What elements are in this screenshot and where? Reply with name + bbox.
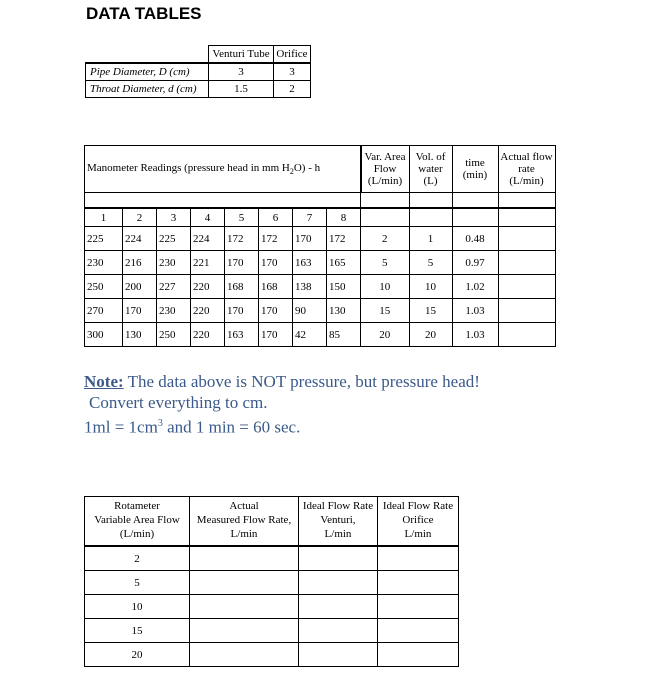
head-reading: 170	[123, 299, 157, 323]
cell-throat-venturi: 1.5	[209, 81, 274, 98]
table-row	[85, 546, 459, 571]
diameter-table-corner	[86, 46, 209, 64]
head-reading: 150	[327, 275, 361, 299]
table-row	[85, 571, 459, 595]
table-row	[85, 619, 459, 643]
head-reading: 168	[259, 275, 293, 299]
actual-flow-cell	[498, 299, 555, 323]
empty-cell	[190, 546, 299, 571]
ideal-orifice-header: Ideal Flow Rate Orifice L/min	[378, 497, 459, 547]
empty-cell	[299, 619, 378, 643]
empty-cell	[378, 643, 459, 667]
header-gap-cell	[452, 193, 498, 209]
table-row	[85, 227, 556, 251]
empty-cell	[378, 571, 459, 595]
table-row	[85, 323, 556, 347]
head-reading: 250	[85, 275, 123, 299]
rotameter-cell: 2	[85, 546, 190, 571]
time-cell: 1.02	[452, 275, 498, 299]
ideal-venturi-header: Ideal Flow Rate Venturi, L/min	[299, 497, 378, 547]
header-gap	[85, 193, 361, 209]
actual-flow-cell	[498, 227, 555, 251]
empty-cell	[190, 571, 299, 595]
head-reading: 138	[293, 275, 327, 299]
cell-pipe-orifice: 3	[274, 63, 311, 81]
head-reading: 220	[191, 323, 225, 347]
manometer-header: Manometer Readings (pressure head in mm $H_2O$) - h	[85, 146, 361, 193]
time-cell: 0.48	[452, 227, 498, 251]
tap-number: 5	[225, 208, 259, 227]
var-area-flow-cell: 10	[361, 275, 410, 299]
head-reading: 230	[85, 251, 123, 275]
empty-cell	[299, 595, 378, 619]
head-reading: 250	[157, 323, 191, 347]
head-reading: 170	[293, 227, 327, 251]
tap-number: 6	[259, 208, 293, 227]
table-row	[85, 643, 459, 667]
vol-water-cell: 10	[409, 275, 452, 299]
head-reading: 172	[327, 227, 361, 251]
cell-throat-orifice: 2	[274, 81, 311, 98]
head-reading: 227	[157, 275, 191, 299]
tap-number: 8	[327, 208, 361, 227]
time-cell: 1.03	[452, 299, 498, 323]
head-reading: 220	[191, 275, 225, 299]
head-reading: 170	[259, 299, 293, 323]
head-reading: 270	[85, 299, 123, 323]
empty-cell	[378, 595, 459, 619]
empty-cell	[299, 546, 378, 571]
cell-pipe-venturi: 3	[209, 63, 274, 81]
head-reading: 224	[123, 227, 157, 251]
note-label: Note:	[84, 372, 124, 391]
vol-water-header: Vol. of water (L)	[409, 146, 452, 193]
tap-number: 2	[123, 208, 157, 227]
tap-number: 1	[85, 208, 123, 227]
empty-cell	[190, 643, 299, 667]
vol-water-cell: 1	[409, 227, 452, 251]
head-reading: 130	[327, 299, 361, 323]
rotameter-cell: 5	[85, 571, 190, 595]
row-label-throat-diameter: Throat Diameter, d (cm)	[86, 81, 209, 98]
empty-cell	[361, 208, 410, 227]
header-gap-cell	[409, 193, 452, 209]
row-label-pipe-diameter: Pipe Diameter, D (cm)	[86, 63, 209, 81]
head-reading: 224	[191, 227, 225, 251]
head-reading: 225	[157, 227, 191, 251]
head-reading: 200	[123, 275, 157, 299]
manometer-table	[84, 145, 556, 347]
header-gap-cell	[361, 193, 410, 209]
head-reading: 172	[225, 227, 259, 251]
actual-measured-header: Actual Measured Flow Rate, L/min	[190, 497, 299, 547]
empty-cell	[452, 208, 498, 227]
head-reading: 168	[225, 275, 259, 299]
time-cell: 0.97	[452, 251, 498, 275]
head-reading: 170	[259, 323, 293, 347]
var-area-flow-cell: 15	[361, 299, 410, 323]
empty-cell	[299, 571, 378, 595]
var-area-flow-cell: 5	[361, 251, 410, 275]
results-table	[84, 496, 459, 667]
head-reading: 165	[327, 251, 361, 275]
col-header-venturi: Venturi Tube	[209, 46, 274, 64]
head-reading: 170	[225, 299, 259, 323]
table-row	[85, 595, 459, 619]
head-reading: 230	[157, 251, 191, 275]
actual-flow-header: Actual flow rate (L/min)	[498, 146, 555, 193]
head-reading: 230	[157, 299, 191, 323]
note-text: Note: The data above is NOT pressure, but pressure head! Convert everything to cm. $1ml = 1cm^3$ and 1 min = 60 sec.	[84, 372, 480, 437]
page-title: DATA TABLES	[86, 4, 202, 23]
head-reading: 163	[293, 251, 327, 275]
table-row	[85, 299, 556, 323]
head-reading: 170	[225, 251, 259, 275]
var-area-header: Var. Area Flow (L/min)	[361, 146, 410, 193]
table-row	[85, 251, 556, 275]
diameter-table	[85, 45, 311, 98]
actual-flow-cell	[498, 323, 555, 347]
actual-flow-cell	[498, 275, 555, 299]
rotameter-cell: 10	[85, 595, 190, 619]
head-reading: 42	[293, 323, 327, 347]
head-reading: 220	[191, 299, 225, 323]
vol-water-cell: 15	[409, 299, 452, 323]
vol-water-cell: 20	[409, 323, 452, 347]
head-reading: 163	[225, 323, 259, 347]
tap-number: 7	[293, 208, 327, 227]
vol-water-cell: 5	[409, 251, 452, 275]
head-reading: 221	[191, 251, 225, 275]
table-row	[85, 275, 556, 299]
header-gap-cell	[498, 193, 555, 209]
rotameter-cell: 20	[85, 643, 190, 667]
empty-cell	[409, 208, 452, 227]
tap-number: 3	[157, 208, 191, 227]
var-area-flow-cell: 2	[361, 227, 410, 251]
head-reading: 172	[259, 227, 293, 251]
empty-cell	[190, 619, 299, 643]
head-reading: 130	[123, 323, 157, 347]
tap-number: 4	[191, 208, 225, 227]
head-reading: 216	[123, 251, 157, 275]
head-reading: 225	[85, 227, 123, 251]
rotameter-cell: 15	[85, 619, 190, 643]
head-reading: 90	[293, 299, 327, 323]
empty-cell	[378, 619, 459, 643]
head-reading: 300	[85, 323, 123, 347]
empty-cell	[190, 595, 299, 619]
head-reading: 85	[327, 323, 361, 347]
rotameter-header: Rotameter Variable Area Flow (L/min)	[85, 497, 190, 547]
time-header: time (min)	[452, 146, 498, 193]
head-reading: 170	[259, 251, 293, 275]
empty-cell	[498, 208, 555, 227]
var-area-flow-cell: 20	[361, 323, 410, 347]
empty-cell	[299, 643, 378, 667]
empty-cell	[378, 546, 459, 571]
time-cell: 1.03	[452, 323, 498, 347]
actual-flow-cell	[498, 251, 555, 275]
col-header-orifice: Orifice	[274, 46, 311, 64]
